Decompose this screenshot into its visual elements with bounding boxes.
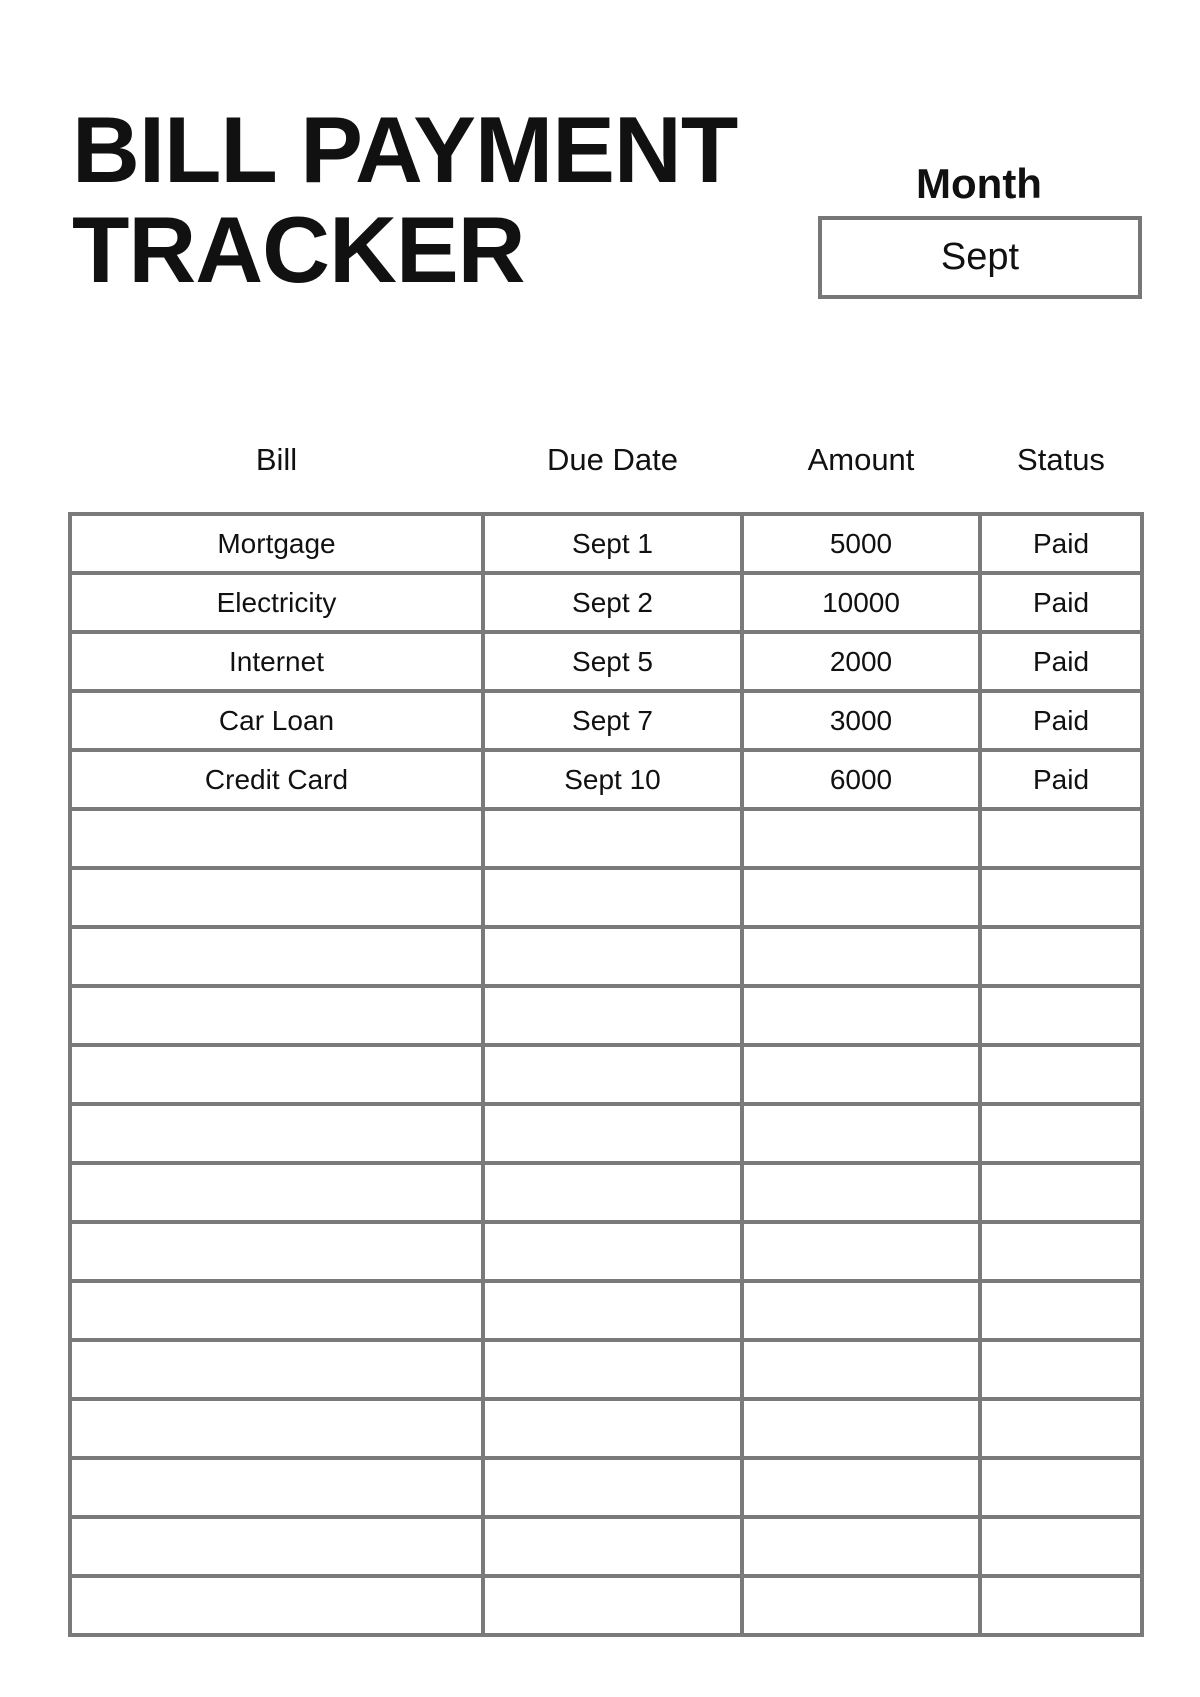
amount-cell[interactable] [742, 1340, 980, 1399]
bill-cell[interactable] [70, 927, 483, 986]
due-date-cell[interactable] [483, 986, 742, 1045]
amount-cell[interactable] [742, 986, 980, 1045]
status-cell[interactable] [980, 1576, 1142, 1635]
amount-cell[interactable] [742, 1222, 980, 1281]
bill-cell[interactable] [70, 809, 483, 868]
month-label: Month [916, 160, 1042, 207]
bill-cell[interactable]: Internet [70, 632, 483, 691]
bill-cell[interactable] [70, 1222, 483, 1281]
status-cell[interactable] [980, 1517, 1142, 1576]
due-date-cell[interactable]: Sept 2 [483, 573, 742, 632]
status-cell[interactable]: Paid [980, 514, 1142, 573]
due-date-cell[interactable]: Sept 10 [483, 750, 742, 809]
bill-cell[interactable]: Car Loan [70, 691, 483, 750]
bill-cell[interactable] [70, 1104, 483, 1163]
table-row [70, 1517, 1142, 1576]
month-field[interactable]: Sept [818, 216, 1142, 299]
table-row [70, 1045, 1142, 1104]
due-date-cell[interactable] [483, 868, 742, 927]
amount-cell[interactable] [742, 1281, 980, 1340]
amount-cell[interactable]: 3000 [742, 691, 980, 750]
table-row [70, 632, 1142, 691]
status-cell[interactable] [980, 809, 1142, 868]
table-row [70, 927, 1142, 986]
table-row [70, 1222, 1142, 1281]
table-row [70, 1458, 1142, 1517]
bill-cell[interactable] [70, 1517, 483, 1576]
due-date-cell[interactable]: Sept 1 [483, 514, 742, 573]
table-row [70, 750, 1142, 809]
bill-cell[interactable] [70, 1045, 483, 1104]
title-line-2: TRACKER [72, 197, 525, 302]
table-row [70, 1576, 1142, 1635]
status-cell[interactable] [980, 868, 1142, 927]
amount-cell[interactable] [742, 1399, 980, 1458]
table-row [70, 1104, 1142, 1163]
status-cell[interactable] [980, 986, 1142, 1045]
amount-cell[interactable] [742, 1458, 980, 1517]
due-date-cell[interactable] [483, 809, 742, 868]
status-cell[interactable]: Paid [980, 573, 1142, 632]
status-cell[interactable]: Paid [980, 750, 1142, 809]
bill-cell[interactable] [70, 1458, 483, 1517]
due-date-cell[interactable] [483, 927, 742, 986]
status-cell[interactable] [980, 1104, 1142, 1163]
due-date-cell[interactable] [483, 1104, 742, 1163]
table-row [70, 1340, 1142, 1399]
table-row [70, 514, 1142, 573]
status-cell[interactable]: Paid [980, 691, 1142, 750]
due-date-cell[interactable] [483, 1399, 742, 1458]
table-row [70, 1163, 1142, 1222]
due-date-cell[interactable] [483, 1576, 742, 1635]
amount-cell[interactable] [742, 1576, 980, 1635]
bill-cell[interactable]: Mortgage [70, 514, 483, 573]
status-cell[interactable]: Paid [980, 632, 1142, 691]
status-cell[interactable] [980, 1458, 1142, 1517]
due-date-cell[interactable]: Sept 7 [483, 691, 742, 750]
table-row [70, 573, 1142, 632]
table-row [70, 868, 1142, 927]
bill-cell[interactable] [70, 1340, 483, 1399]
column-header-bill: Bill [255, 442, 298, 477]
amount-cell[interactable] [742, 868, 980, 927]
bill-cell[interactable] [70, 1399, 483, 1458]
table-row [70, 1281, 1142, 1340]
due-date-cell[interactable] [483, 1163, 742, 1222]
column-header-due-date: Due Date [547, 442, 678, 477]
due-date-cell[interactable] [483, 1222, 742, 1281]
status-cell[interactable] [980, 1045, 1142, 1104]
due-date-cell[interactable] [483, 1045, 742, 1104]
due-date-cell[interactable] [483, 1340, 742, 1399]
amount-cell[interactable] [742, 1517, 980, 1576]
table-body [70, 514, 1142, 1635]
bill-cell[interactable] [70, 1281, 483, 1340]
status-cell[interactable] [980, 1281, 1142, 1340]
due-date-cell[interactable]: Sept 5 [483, 632, 742, 691]
status-cell[interactable] [980, 1399, 1142, 1458]
status-cell[interactable] [980, 1340, 1142, 1399]
table-row [70, 691, 1142, 750]
status-cell[interactable] [980, 927, 1142, 986]
amount-cell[interactable]: 10000 [742, 573, 980, 632]
table-row [70, 986, 1142, 1045]
column-header-status: Status [1017, 442, 1105, 477]
bill-table [68, 430, 1144, 1637]
table-row [70, 1399, 1142, 1458]
table-row [70, 809, 1142, 868]
amount-cell[interactable] [742, 1163, 980, 1222]
bill-cell[interactable] [70, 1163, 483, 1222]
bill-cell[interactable]: Electricity [70, 573, 483, 632]
status-cell[interactable] [980, 1163, 1142, 1222]
table-header-row [70, 430, 1142, 514]
bill-cell[interactable] [70, 868, 483, 927]
amount-cell[interactable]: 5000 [742, 514, 980, 573]
amount-cell[interactable] [742, 809, 980, 868]
amount-cell[interactable] [742, 1045, 980, 1104]
page-title [72, 97, 738, 302]
amount-cell[interactable]: 6000 [742, 750, 980, 809]
due-date-cell[interactable] [483, 1281, 742, 1340]
due-date-cell[interactable] [483, 1517, 742, 1576]
bill-cell[interactable] [70, 1576, 483, 1635]
due-date-cell[interactable] [483, 1458, 742, 1517]
column-header-amount: Amount [807, 442, 915, 477]
amount-cell[interactable]: 2000 [742, 632, 980, 691]
bill-cell[interactable]: Credit Card [70, 750, 483, 809]
status-cell[interactable] [980, 1222, 1142, 1281]
bill-cell[interactable] [70, 986, 483, 1045]
title-line-1: BILL PAYMENT [72, 97, 738, 202]
amount-cell[interactable] [742, 927, 980, 986]
amount-cell[interactable] [742, 1104, 980, 1163]
